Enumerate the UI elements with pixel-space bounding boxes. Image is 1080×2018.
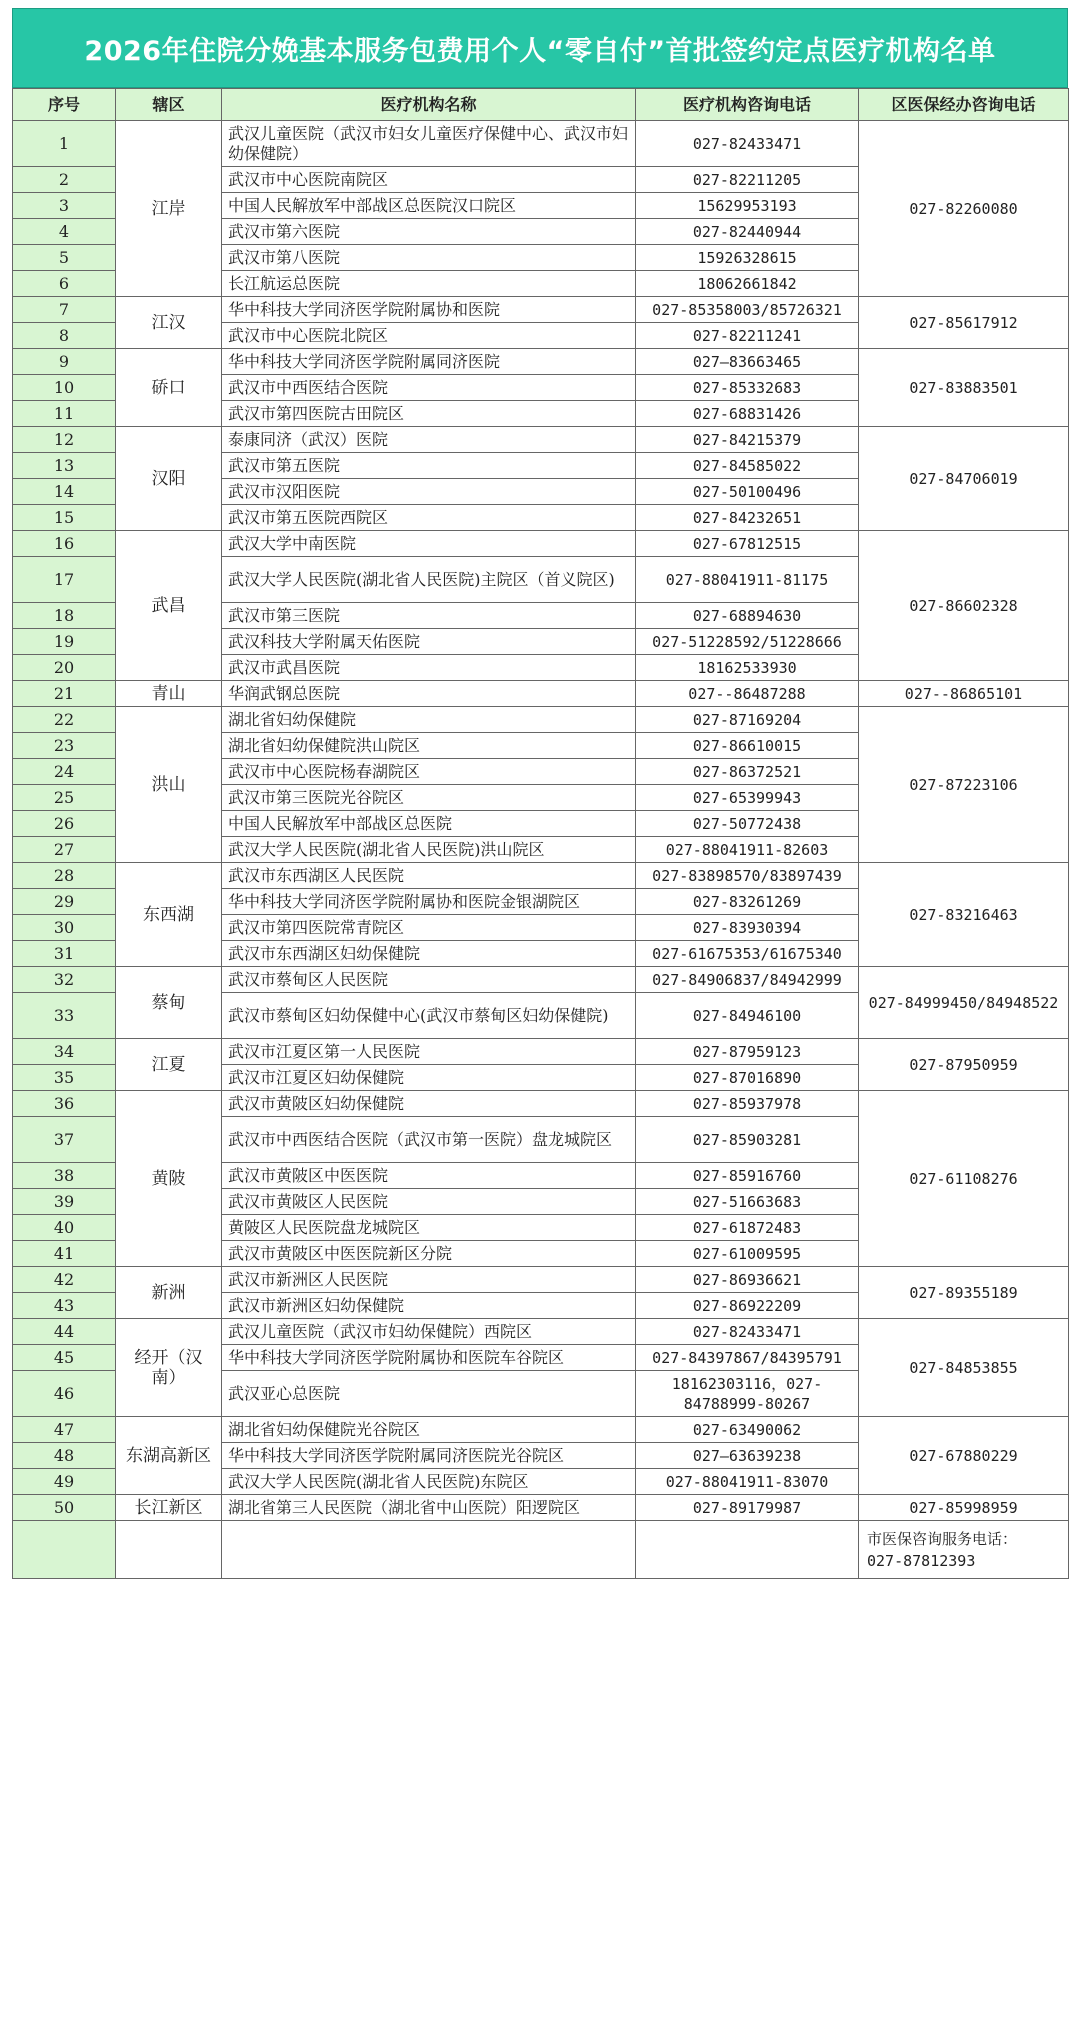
row-seq: 32 <box>13 967 116 993</box>
row-institution-name: 武汉市蔡甸区妇幼保健中心(武汉市蔡甸区妇幼保健院) <box>222 993 636 1039</box>
row-institution-phone: 027-84232651 <box>636 505 859 531</box>
table-row <box>13 121 1069 167</box>
row-seq: 18 <box>13 603 116 629</box>
row-district-phone: 027-89355189 <box>859 1267 1069 1319</box>
row-seq: 41 <box>13 1241 116 1267</box>
row-seq: 23 <box>13 733 116 759</box>
row-institution-phone: 027-61675353/61675340 <box>636 941 859 967</box>
row-district-phone: 027-87223106 <box>859 707 1069 863</box>
row-institution-name: 中国人民解放军中部战区总医院 <box>222 811 636 837</box>
row-institution-name: 武汉市汉阳医院 <box>222 479 636 505</box>
row-seq: 48 <box>13 1443 116 1469</box>
row-institution-phone: 027-87959123 <box>636 1039 859 1065</box>
row-seq: 50 <box>13 1495 116 1521</box>
row-institution-name: 武汉大学人民医院(湖北省人民医院)东院区 <box>222 1469 636 1495</box>
row-institution-name: 武汉大学人民医院(湖北省人民医院)洪山院区 <box>222 837 636 863</box>
table-row <box>13 863 1069 889</box>
row-district-phone: 027-83883501 <box>859 349 1069 427</box>
row-institution-name: 武汉市武昌医院 <box>222 655 636 681</box>
row-institution-phone: 027-67812515 <box>636 531 859 557</box>
row-institution-phone: 027-51663683 <box>636 1189 859 1215</box>
row-institution-phone: 027-68831426 <box>636 401 859 427</box>
row-seq: 31 <box>13 941 116 967</box>
row-seq: 13 <box>13 453 116 479</box>
row-seq: 19 <box>13 629 116 655</box>
row-district: 青山 <box>116 681 222 707</box>
row-institution-phone: 027-82433471 <box>636 1319 859 1345</box>
row-institution-phone: 027-51228592/51228666 <box>636 629 859 655</box>
row-district: 洪山 <box>116 707 222 863</box>
row-institution-phone: 027-85937978 <box>636 1091 859 1117</box>
city-hotline-label: 市医保咨询服务电话： <box>867 1529 1018 1548</box>
city-hotline-note <box>859 1521 1069 1579</box>
row-seq: 22 <box>13 707 116 733</box>
row-institution-name: 武汉市第三医院光谷院区 <box>222 785 636 811</box>
row-institution-phone: 027-88041911-83070 <box>636 1469 859 1495</box>
row-institution-name: 武汉市新洲区妇幼保健院 <box>222 1293 636 1319</box>
row-institution-name: 武汉大学中南医院 <box>222 531 636 557</box>
row-district: 东西湖 <box>116 863 222 967</box>
row-institution-name: 武汉市中心医院杨春湖院区 <box>222 759 636 785</box>
row-district: 汉阳 <box>116 427 222 531</box>
row-institution-name: 黄陂区人民医院盘龙城院区 <box>222 1215 636 1241</box>
row-institution-name: 武汉儿童医院（武汉市妇幼保健院）西院区 <box>222 1319 636 1345</box>
page-title: 2026年住院分娩基本服务包费用个人“零自付”首批签约定点医疗机构名单 <box>12 8 1068 88</box>
row-district-phone: 027-82260080 <box>859 121 1069 297</box>
row-seq: 34 <box>13 1039 116 1065</box>
row-institution-phone: 027-61872483 <box>636 1215 859 1241</box>
row-institution-phone: 027-83261269 <box>636 889 859 915</box>
row-institution-name: 武汉市第六医院 <box>222 219 636 245</box>
table-row <box>13 427 1069 453</box>
row-institution-phone: 18162533930 <box>636 655 859 681</box>
table-row <box>13 349 1069 375</box>
row-district-phone: 027-83216463 <box>859 863 1069 967</box>
row-institution-phone: 027-82211241 <box>636 323 859 349</box>
row-institution-phone: 027-88041911-81175 <box>636 557 859 603</box>
row-seq: 39 <box>13 1189 116 1215</box>
row-institution-phone: 027-86922209 <box>636 1293 859 1319</box>
row-district: 新洲 <box>116 1267 222 1319</box>
row-district: 江汉 <box>116 297 222 349</box>
row-institution-name: 武汉市第四医院古田院区 <box>222 401 636 427</box>
row-institution-phone: 027-84585022 <box>636 453 859 479</box>
row-institution-phone: 18062661842 <box>636 271 859 297</box>
row-seq: 1 <box>13 121 116 167</box>
row-seq: 46 <box>13 1371 116 1417</box>
row-seq: 44 <box>13 1319 116 1345</box>
row-institution-name: 湖北省第三人民医院（湖北省中山医院）阳逻院区 <box>222 1495 636 1521</box>
table-row <box>13 707 1069 733</box>
row-institution-name: 武汉市蔡甸区人民医院 <box>222 967 636 993</box>
row-seq: 8 <box>13 323 116 349</box>
row-district: 江夏 <box>116 1039 222 1091</box>
city-hotline-phone: 027-87812393 <box>867 1551 976 1570</box>
row-institution-phone: 027-61009595 <box>636 1241 859 1267</box>
row-institution-name: 湖北省妇幼保健院 <box>222 707 636 733</box>
table-row <box>13 1039 1069 1065</box>
row-seq: 24 <box>13 759 116 785</box>
footer-empty-seq <box>13 1521 116 1579</box>
row-institution-phone: 027-63490062 <box>636 1417 859 1443</box>
row-seq: 16 <box>13 531 116 557</box>
row-seq: 47 <box>13 1417 116 1443</box>
row-seq: 35 <box>13 1065 116 1091</box>
row-institution-phone: 027-68894630 <box>636 603 859 629</box>
row-institution-phone: 027-65399943 <box>636 785 859 811</box>
row-institution-phone: 15926328615 <box>636 245 859 271</box>
row-seq: 4 <box>13 219 116 245</box>
row-seq: 29 <box>13 889 116 915</box>
row-district-phone: 027-86602328 <box>859 531 1069 681</box>
row-institution-name: 武汉市江夏区妇幼保健院 <box>222 1065 636 1091</box>
row-seq: 15 <box>13 505 116 531</box>
row-institution-phone: 027-86936621 <box>636 1267 859 1293</box>
row-institution-name: 武汉市黄陂区妇幼保健院 <box>222 1091 636 1117</box>
row-institution-name: 华中科技大学同济医学院附属同济医院光谷院区 <box>222 1443 636 1469</box>
row-institution-phone: 027-50772438 <box>636 811 859 837</box>
row-seq: 33 <box>13 993 116 1039</box>
row-institution-phone: 027-82211205 <box>636 167 859 193</box>
table-row <box>13 297 1069 323</box>
row-institution-phone: 027--86487288 <box>636 681 859 707</box>
row-seq: 9 <box>13 349 116 375</box>
row-institution-name: 武汉大学人民医院(湖北省人民医院)主院区（首义院区) <box>222 557 636 603</box>
row-institution-name: 华中科技大学同济医学院附属协和医院 <box>222 297 636 323</box>
row-district-phone: 027--86865101 <box>859 681 1069 707</box>
row-institution-name: 武汉市第八医院 <box>222 245 636 271</box>
row-institution-name: 武汉儿童医院（武汉市妇女儿童医疗保健中心、武汉市妇幼保健院） <box>222 121 636 167</box>
row-institution-name: 华中科技大学同济医学院附属同济医院 <box>222 349 636 375</box>
row-district: 蔡甸 <box>116 967 222 1039</box>
row-district-phone: 027-84706019 <box>859 427 1069 531</box>
row-institution-phone: 027-50100496 <box>636 479 859 505</box>
row-district-phone: 027-84999450/84948522 <box>859 967 1069 1039</box>
row-seq: 26 <box>13 811 116 837</box>
table-row <box>13 1319 1069 1345</box>
row-seq: 36 <box>13 1091 116 1117</box>
row-seq: 28 <box>13 863 116 889</box>
row-district: 黄陂 <box>116 1091 222 1267</box>
row-institution-name: 武汉亚心总医院 <box>222 1371 636 1417</box>
row-institution-name: 中国人民解放军中部战区总医院汉口院区 <box>222 193 636 219</box>
row-institution-phone: 027-84215379 <box>636 427 859 453</box>
row-institution-phone: 027—83663465 <box>636 349 859 375</box>
row-seq: 43 <box>13 1293 116 1319</box>
document-frame <box>12 8 1068 1579</box>
row-seq: 12 <box>13 427 116 453</box>
row-seq: 45 <box>13 1345 116 1371</box>
row-institution-name: 武汉市中西医结合医院（武汉市第一医院）盘龙城院区 <box>222 1117 636 1163</box>
row-institution-name: 泰康同济（武汉）医院 <box>222 427 636 453</box>
row-district: 硚口 <box>116 349 222 427</box>
row-seq: 14 <box>13 479 116 505</box>
row-district: 江岸 <box>116 121 222 297</box>
row-institution-name: 武汉科技大学附属天佑医院 <box>222 629 636 655</box>
row-institution-phone: 027-83930394 <box>636 915 859 941</box>
row-seq: 37 <box>13 1117 116 1163</box>
row-seq: 30 <box>13 915 116 941</box>
row-seq: 21 <box>13 681 116 707</box>
footer-empty-name <box>222 1521 636 1579</box>
row-district-phone: 027-61108276 <box>859 1091 1069 1267</box>
row-institution-name: 武汉市黄陂区中医医院新区分院 <box>222 1241 636 1267</box>
row-district-phone: 027-67880229 <box>859 1417 1069 1495</box>
header-institution-phone: 医疗机构咨询电话 <box>636 89 859 121</box>
row-institution-phone: 027-85332683 <box>636 375 859 401</box>
row-institution-name: 湖北省妇幼保健院洪山院区 <box>222 733 636 759</box>
row-seq: 11 <box>13 401 116 427</box>
row-institution-name: 武汉市黄陂区人民医院 <box>222 1189 636 1215</box>
row-institution-phone: 18162303116，027-84788999-80267 <box>636 1371 859 1417</box>
row-seq: 7 <box>13 297 116 323</box>
footer-empty-phone <box>636 1521 859 1579</box>
row-seq: 49 <box>13 1469 116 1495</box>
row-institution-phone: 027-89179987 <box>636 1495 859 1521</box>
row-institution-phone: 027-86610015 <box>636 733 859 759</box>
header-seq: 序号 <box>13 89 116 121</box>
row-institution-phone: 027-82440944 <box>636 219 859 245</box>
row-institution-name: 湖北省妇幼保健院光谷院区 <box>222 1417 636 1443</box>
row-institution-phone: 027-83898570/83897439 <box>636 863 859 889</box>
row-seq: 25 <box>13 785 116 811</box>
table-header-row <box>13 89 1069 121</box>
row-district-phone: 027-85617912 <box>859 297 1069 349</box>
row-institution-phone: 15629953193 <box>636 193 859 219</box>
row-seq: 2 <box>13 167 116 193</box>
row-institution-phone: 027-87169204 <box>636 707 859 733</box>
row-district-phone: 027-85998959 <box>859 1495 1069 1521</box>
table-row <box>13 1417 1069 1443</box>
footer-empty-district <box>116 1521 222 1579</box>
header-district: 辖区 <box>116 89 222 121</box>
row-seq: 42 <box>13 1267 116 1293</box>
row-institution-name: 武汉市黄陂区中医医院 <box>222 1163 636 1189</box>
row-institution-name: 华中科技大学同济医学院附属协和医院金银湖院区 <box>222 889 636 915</box>
row-seq: 38 <box>13 1163 116 1189</box>
header-institution-name: 医疗机构名称 <box>222 89 636 121</box>
row-institution-name: 武汉市第四医院常青院区 <box>222 915 636 941</box>
row-institution-phone: 027-85916760 <box>636 1163 859 1189</box>
row-institution-phone: 027—63639238 <box>636 1443 859 1469</box>
row-institution-name: 武汉市第三医院 <box>222 603 636 629</box>
row-seq: 10 <box>13 375 116 401</box>
row-institution-name: 长江航运总医院 <box>222 271 636 297</box>
row-institution-name: 华润武钢总医院 <box>222 681 636 707</box>
row-seq: 17 <box>13 557 116 603</box>
row-institution-name: 武汉市东西湖区妇幼保健院 <box>222 941 636 967</box>
row-district: 东湖高新区 <box>116 1417 222 1495</box>
row-institution-name: 华中科技大学同济医学院附属协和医院车谷院区 <box>222 1345 636 1371</box>
row-institution-name: 武汉市中西医结合医院 <box>222 375 636 401</box>
row-institution-phone: 027-84906837/84942999 <box>636 967 859 993</box>
row-institution-name: 武汉市江夏区第一人民医院 <box>222 1039 636 1065</box>
row-institution-name: 武汉市新洲区人民医院 <box>222 1267 636 1293</box>
row-institution-phone: 027-84946100 <box>636 993 859 1039</box>
row-seq: 20 <box>13 655 116 681</box>
row-seq: 6 <box>13 271 116 297</box>
row-seq: 3 <box>13 193 116 219</box>
footer-row <box>13 1521 1069 1579</box>
row-institution-name: 武汉市第五医院 <box>222 453 636 479</box>
hospital-table <box>12 88 1069 1579</box>
table-body <box>13 121 1069 1521</box>
row-institution-name: 武汉市中心医院南院区 <box>222 167 636 193</box>
table-row <box>13 1267 1069 1293</box>
row-institution-phone: 027-85903281 <box>636 1117 859 1163</box>
row-institution-phone: 027-86372521 <box>636 759 859 785</box>
table-row <box>13 1091 1069 1117</box>
row-district: 长江新区 <box>116 1495 222 1521</box>
row-seq: 5 <box>13 245 116 271</box>
row-seq: 40 <box>13 1215 116 1241</box>
row-institution-phone: 027-85358003/85726321 <box>636 297 859 323</box>
table-row <box>13 531 1069 557</box>
row-institution-phone: 027-88041911-82603 <box>636 837 859 863</box>
table-row <box>13 681 1069 707</box>
row-institution-name: 武汉市东西湖区人民医院 <box>222 863 636 889</box>
row-district: 经开（汉南） <box>116 1319 222 1417</box>
table-row <box>13 967 1069 993</box>
row-institution-phone: 027-87016890 <box>636 1065 859 1091</box>
table-row <box>13 1495 1069 1521</box>
header-district-phone: 区医保经办咨询电话 <box>859 89 1069 121</box>
row-district: 武昌 <box>116 531 222 681</box>
row-district-phone: 027-87950959 <box>859 1039 1069 1091</box>
row-institution-phone: 027-82433471 <box>636 121 859 167</box>
row-institution-phone: 027-84397867/84395791 <box>636 1345 859 1371</box>
row-seq: 27 <box>13 837 116 863</box>
row-institution-name: 武汉市中心医院北院区 <box>222 323 636 349</box>
row-district-phone: 027-84853855 <box>859 1319 1069 1417</box>
row-institution-name: 武汉市第五医院西院区 <box>222 505 636 531</box>
